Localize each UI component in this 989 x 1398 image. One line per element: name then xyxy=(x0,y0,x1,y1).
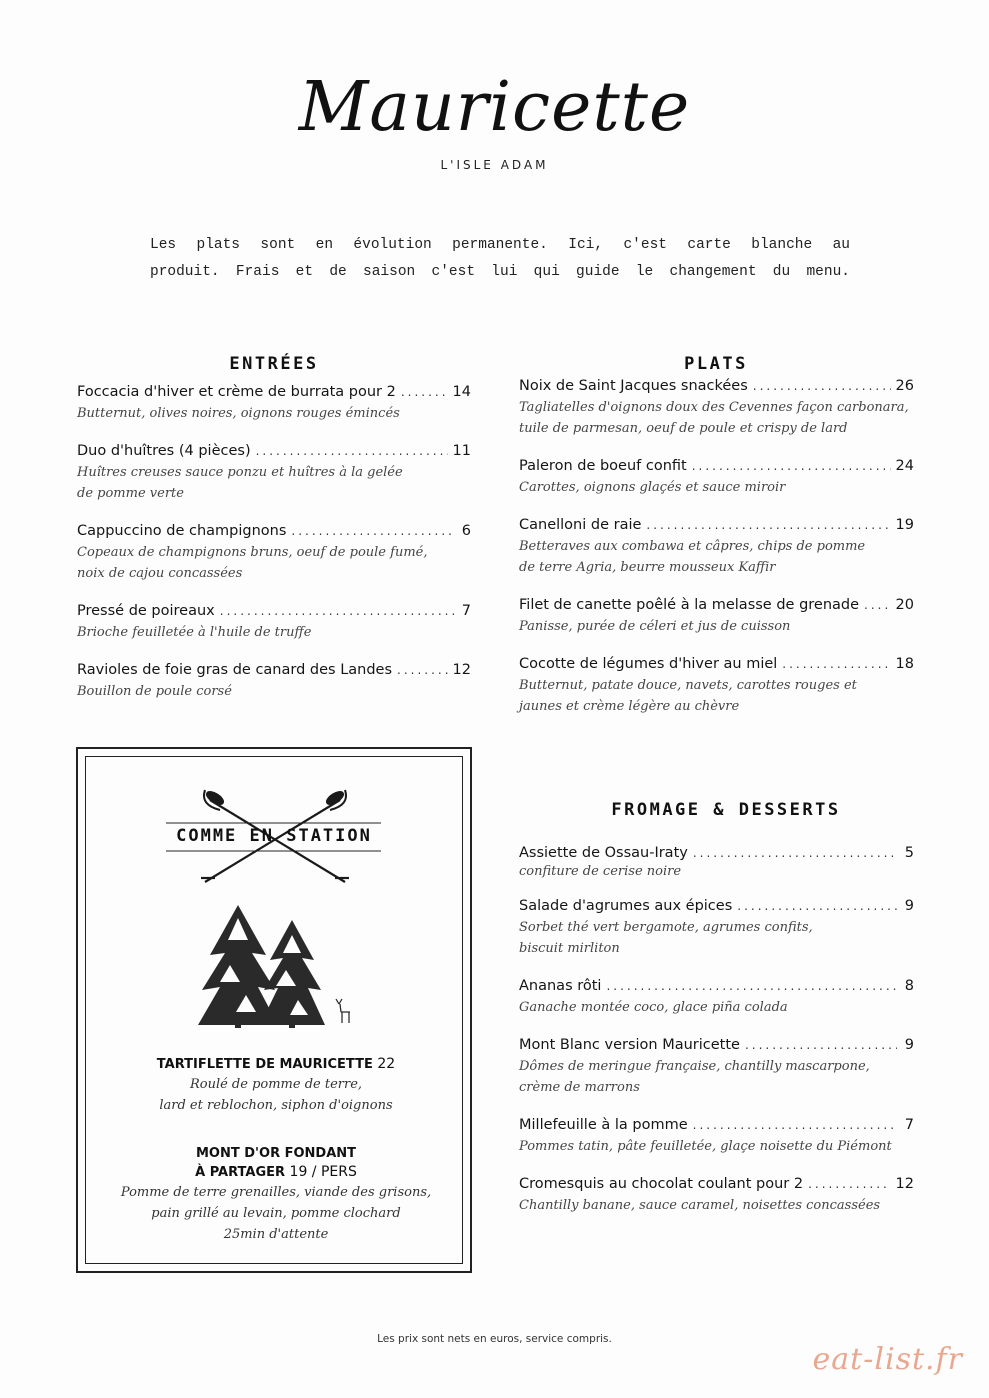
desserts-title: FROMAGE & DESSERTS xyxy=(611,800,841,820)
intro-line-2: produit. Frais et de saison c'est lui qui guide le changement du menu. xyxy=(150,264,850,280)
pine-trees-icon xyxy=(198,905,325,1028)
tartiflette-name: TARTIFLETTE DE MAURICETTE xyxy=(156,1057,373,1072)
item-price: 12 xyxy=(452,662,471,678)
item-price: 14 xyxy=(452,384,471,400)
item-name: Mont Blanc version Mauricette xyxy=(519,1037,740,1053)
item-name: Noix de Saint Jacques snackées xyxy=(519,378,748,394)
item-price: 18 xyxy=(895,656,914,672)
item-price: 12 xyxy=(895,1176,914,1192)
item-description: Huîtres creuses sauce ponzu et huîtres à la gelée de pomme verte xyxy=(77,465,403,501)
item-price: 26 xyxy=(895,378,914,394)
leader-dots xyxy=(693,1115,897,1136)
leader-dots xyxy=(646,515,890,536)
menu-item xyxy=(519,515,914,578)
menu-item xyxy=(519,1174,914,1216)
desserts-list xyxy=(519,843,914,1233)
item-price: 7 xyxy=(461,603,471,619)
plats-list xyxy=(519,376,914,734)
item-description: Carottes, oignons glaçés et sauce miroir xyxy=(519,480,786,495)
menu-item xyxy=(77,521,471,584)
menu-item xyxy=(519,1115,914,1157)
montdor-block xyxy=(80,1144,472,1245)
station-title: COMME EN STATION xyxy=(176,826,372,846)
tartiflette-block xyxy=(80,1055,472,1116)
item-description: Sorbet thé vert bergamote, agrumes confits, biscuit mirliton xyxy=(519,920,813,956)
item-name: Paleron de boeuf confit xyxy=(519,458,687,474)
item-name: Cromesquis au chocolat coulant pour 2 xyxy=(519,1176,804,1192)
montdor-price: 19 / PERS xyxy=(289,1164,357,1180)
menu-item xyxy=(77,382,471,424)
leader-dots xyxy=(737,896,897,917)
item-name: Assiette de Ossau-Iraty xyxy=(519,845,688,861)
item-price: 9 xyxy=(904,1037,914,1053)
item-name: Filet de canette poêlé à la melasse de grenade xyxy=(519,597,860,613)
item-price: 19 xyxy=(895,517,914,533)
item-name: Ravioles de foie gras de canard des Landes xyxy=(77,662,393,678)
item-description: Dômes de meringue française, chantilly mascarpone, crème de marrons xyxy=(519,1059,870,1095)
entrees-list xyxy=(77,382,471,719)
menu-item xyxy=(519,976,914,1018)
item-name: Cappuccino de champignons xyxy=(77,523,287,539)
intro-line-1: Les plats sont en évolution permanente. Ici, c'est carte blanche au xyxy=(150,237,850,253)
item-name: Pressé de poireaux xyxy=(77,603,215,619)
menu-item xyxy=(519,376,914,439)
watermark: eat-list.fr xyxy=(812,1342,963,1377)
leader-dots xyxy=(256,441,448,462)
item-price: 20 xyxy=(895,597,914,613)
leader-dots xyxy=(693,843,897,864)
item-description: Pommes tatin, pâte feuilletée, glaçe noisette du Piémont xyxy=(519,1139,892,1154)
plats-title: PLATS xyxy=(684,354,748,374)
leader-dots xyxy=(782,654,890,675)
item-price: 24 xyxy=(895,458,914,474)
item-description: confiture de cerise noire xyxy=(519,864,682,879)
item-price: 11 xyxy=(452,443,471,459)
item-name: Millefeuille à la pomme xyxy=(519,1117,688,1133)
tartiflette-description: Roulé de pomme de terre, lard et reblochon, siphon d'oignons xyxy=(159,1077,393,1113)
leader-dots xyxy=(220,601,454,622)
restaurant-logo: Mauricette xyxy=(298,68,691,147)
item-description: Chantilly banane, sauce caramel, noisettes concassées xyxy=(519,1198,881,1213)
item-name: Canelloni de raie xyxy=(519,517,642,533)
menu-item xyxy=(519,1035,914,1098)
leader-dots xyxy=(753,376,891,397)
item-price: 7 xyxy=(904,1117,914,1133)
item-description: Butternut, patate douce, navets, carottes rouges et jaunes et crème légère au chèvre xyxy=(519,678,857,714)
leader-dots xyxy=(397,660,448,681)
item-name: Ananas rôti xyxy=(519,978,602,994)
station-illustration xyxy=(80,750,470,1030)
menu-item xyxy=(519,456,914,498)
leader-dots xyxy=(745,1035,897,1056)
item-description: Bouillon de poule corsé xyxy=(77,684,232,699)
leader-dots xyxy=(606,976,897,997)
intro-text xyxy=(150,232,850,286)
location-subtitle: L'ISLE ADAM xyxy=(440,158,549,172)
leader-dots xyxy=(291,521,454,542)
item-description: Butternut, olives noires, oignons rouges émincés xyxy=(77,406,400,421)
leader-dots xyxy=(864,595,891,616)
item-description: Copeaux de champignons bruns, oeuf de poule fumé, noix de cajou concassées xyxy=(77,545,428,581)
price-note: Les prix sont nets en euros, service compris. xyxy=(377,1333,612,1345)
item-description: Betteraves aux combawa et câpres, chips de pomme de terre Agria, beurre mousseux Kaffir xyxy=(519,539,866,575)
montdor-name-line1: MONT D'OR FONDANT xyxy=(195,1146,357,1161)
montdor-description: Pomme de terre grenailles, viande des grisons, pain grillé au levain, pomme clochard 25min d'attente xyxy=(120,1185,432,1242)
item-price: 9 xyxy=(904,898,914,914)
menu-item xyxy=(77,660,471,702)
item-name: Foccacia d'hiver et crème de burrata pour 2 xyxy=(77,384,396,400)
item-price: 8 xyxy=(904,978,914,994)
leader-dots xyxy=(401,382,448,403)
menu-item xyxy=(519,654,914,717)
item-name: Cocotte de légumes d'hiver au miel xyxy=(519,656,778,672)
item-price: 6 xyxy=(461,523,471,539)
menu-item xyxy=(519,896,914,959)
entrees-title: ENTRÉES xyxy=(229,354,319,374)
item-description: Brioche feuilletée à l'huile de truffe xyxy=(77,625,312,640)
leader-dots xyxy=(808,1174,890,1195)
menu-item xyxy=(77,601,471,643)
montdor-name-line2: À PARTAGER xyxy=(195,1165,285,1180)
item-description: Ganache montée coco, glace piña colada xyxy=(519,1000,788,1015)
leader-dots xyxy=(692,456,891,477)
menu-item xyxy=(519,843,914,879)
item-description: Tagliatelles d'oignons doux des Cevennes façon carbonara, tuile de parmesan, oeuf de poule et crispy de lard xyxy=(519,400,909,436)
tartiflette-price: 22 xyxy=(377,1056,396,1072)
menu-item xyxy=(77,441,471,504)
item-name: Duo d'huîtres (4 pièces) xyxy=(77,443,251,459)
item-description: Panisse, purée de céleri et jus de cuisson xyxy=(519,619,791,634)
item-price: 5 xyxy=(904,845,914,861)
deer-icon xyxy=(336,999,350,1023)
item-name: Salade d'agrumes aux épices xyxy=(519,898,733,914)
menu-item xyxy=(519,595,914,637)
